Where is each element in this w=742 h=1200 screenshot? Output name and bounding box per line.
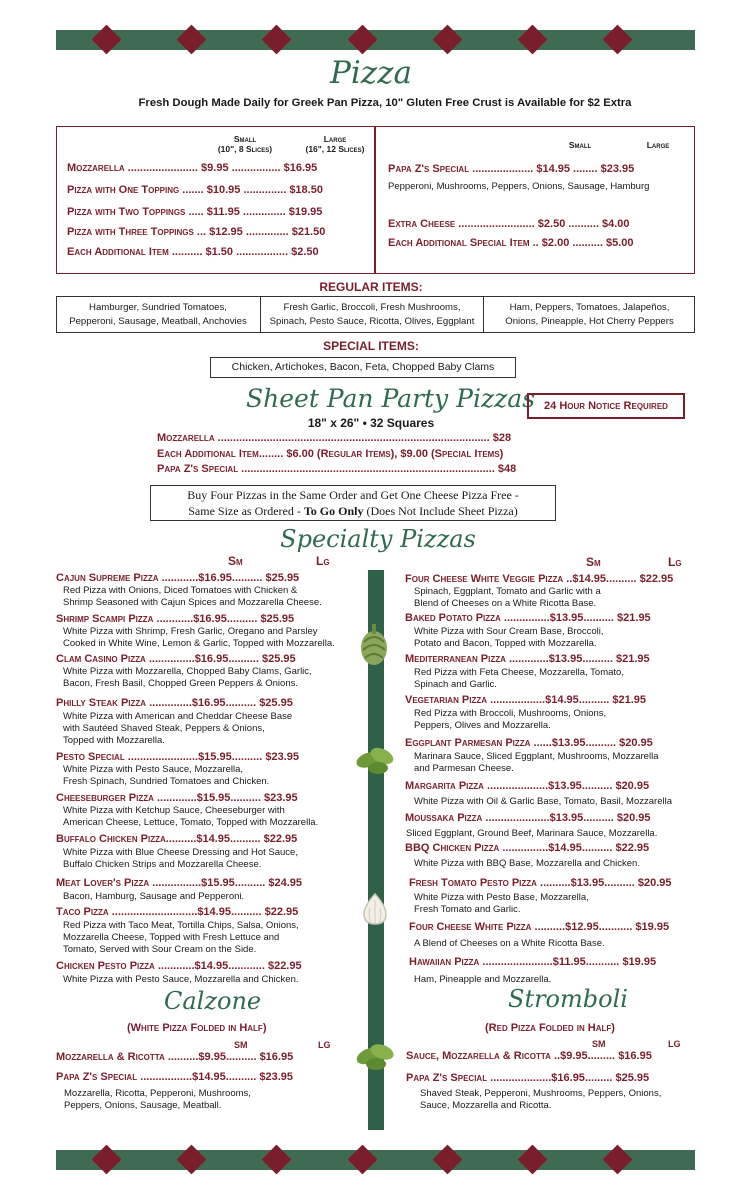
spec-left-col-sm: Sm <box>228 554 243 568</box>
papaz-special-desc: Pepperoni, Mushrooms, Peppers, Onions, Sausage, Hamburg <box>388 181 650 192</box>
menu-item-desc: White Pizza with BBQ Base, Mozzarella and Chicken. <box>414 858 640 869</box>
menu-item-desc: Sliced Eggplant, Ground Beef, Marinara Sauce, Mozzarella. <box>406 828 658 839</box>
price-row-papaz-special: Papa Z's Special .................... $14.95 ........ $23.95 <box>388 163 635 175</box>
menu-item-desc: White Pizza with Pesto Sauce, Mozzarella, Fresh Spinach, Sundried Tomatoes and Chicken. <box>63 764 270 787</box>
basil-leaf-icon <box>354 1036 396 1074</box>
menu-item-desc: White Pizza with Sour Cream Base, Broccoli, Potato and Bacon, Topped with Mozzarella. <box>414 626 604 649</box>
price-row-additional-item: Each Additional Item .......... $1.50 ................. $2.50 <box>67 246 319 258</box>
col-header-large-right: Large <box>646 140 670 150</box>
menu-item-desc: Red Pizza with Taco Meat, Tortilla Chips, Salsa, Onions, Mozzarella Cheese, Topped with Fresh Lettuce and Tomato, Served with Sour Cream on the Side. <box>63 920 299 955</box>
stromboli-col-lg: LG <box>668 1039 681 1049</box>
menu-item-desc: Red Pizza with Broccoli, Mushrooms, Onions, Peppers, Olives and Mozzarella. <box>414 708 607 731</box>
page-subtitle: Fresh Dough Made Daily for Greek Pan Pizza, 10" Gluten Free Crust is Available for $2 Extra <box>138 97 632 109</box>
promo-box: Buy Four Pizzas in the Same Order and Get One Cheese Pizza Free - Same Size as Ordered - To Go Only (Does Not Include Sheet Pizza) <box>150 485 556 521</box>
menu-item: Meat Lover's Pizza ................$15.95.......... $24.95 <box>56 877 303 889</box>
special-items-heading: SPECIAL ITEMS: <box>323 339 419 353</box>
calzone-title: Calzone <box>164 987 262 1015</box>
regular-items-col3: Ham, Peppers, Tomatoes, Jalapeños, Onions, Pineapple, Hot Cherry Peppers <box>505 302 674 327</box>
stromboli-item: Sauce, Mozzarella & Ricotta ..$9.95......... $16.95 <box>406 1050 652 1062</box>
menu-item-desc: White Pizza with Mozzarella, Chopped Baby Clams, Garlic, Bacon, Fresh Basil, Chopped Green Peppers & Onions. <box>63 666 312 689</box>
menu-item-desc: White Pizza with Oil & Garlic Base, Tomato, Basil, Mozzarella <box>414 796 672 807</box>
menu-item-desc: White Pizza with Pesto Base, Mozzarella, Fresh Tomato and Garlic. <box>414 892 589 915</box>
sheet-row-papaz: Papa Z's Special ................................................................................... $48 <box>157 463 517 475</box>
menu-item: Buffalo Chicken Pizza..........$14.95.......... $22.95 <box>56 833 298 845</box>
menu-item: Cheeseburger Pizza .............$15.95.......... $23.95 <box>56 792 298 804</box>
menu-item-desc: White Pizza with Pesto Sauce, Mozzarella and Chicken. <box>63 974 299 985</box>
calzone-item: Mozzarella & Ricotta ..........$9.95.......... $16.95 <box>56 1051 294 1063</box>
menu-item-desc: White Pizza with American and Cheddar Cheese Base with Sautéed Shaved Steak, Peppers & Onions, Topped with Mozzarella. <box>63 711 293 746</box>
menu-item-desc: Bacon, Hamburg, Sausage and Pepperoni. <box>63 891 245 902</box>
calzone-subtitle: (White Pizza Folded in Half) <box>127 1022 267 1034</box>
regular-items-heading: REGULAR ITEMS: <box>319 280 423 294</box>
special-items-box: Chicken, Artichokes, Bacon, Feta, Chopped Baby Clams <box>210 357 516 378</box>
artichoke-icon <box>356 622 392 670</box>
col-header-small-right: Small <box>568 140 592 150</box>
menu-item: Mediterranean Pizza .............$13.95.......... $21.95 <box>405 653 650 665</box>
menu-item-desc: Red Pizza with Onions, Diced Tomatoes with Chicken & Shrimp Seasoned with Cajun Spices and Mozzarella Cheese. <box>63 585 322 608</box>
stromboli-item-desc: Shaved Steak, Pepperoni, Mushrooms, Peppers, Onions, Sauce, Mozzarella and Ricotta. <box>420 1088 662 1111</box>
price-row-additional-special: Each Additional Special Item .. $2.00 .......... $5.00 <box>388 237 634 249</box>
menu-item: BBQ Chicken Pizza ...............$14.95.......... $22.95 <box>405 842 650 854</box>
menu-item-desc: A Blend of Cheeses on a White Ricotta Base. <box>414 938 605 949</box>
spec-left-col-lg: Lg <box>316 554 330 568</box>
menu-item-desc: Red Pizza with Feta Cheese, Mozzarella, Tomato, Spinach and Garlic. <box>414 667 624 690</box>
menu-item-desc: White Pizza with Blue Cheese Dressing and Hot Sauce, Buffalo Chicken Strips and Mozzarella Cheese. <box>63 847 298 870</box>
menu-item: Philly Steak Pizza ..............$16.95.......... $25.95 <box>56 697 293 709</box>
spec-right-col-lg: Lg <box>668 555 682 569</box>
spec-right-col-sm: Sm <box>586 555 601 569</box>
price-row-two-toppings: Pizza with Two Toppings ..... $11.95 .............. $19.95 <box>67 206 323 218</box>
calzone-item-desc: Mozzarella, Ricotta, Pepperoni, Mushrooms, Peppers, Onions, Sausage, Meatball. <box>64 1088 251 1111</box>
regular-items-col1: Hamburger, Sundried Tomatoes, Pepperoni, Sausage, Meatball, Anchovies <box>69 302 247 327</box>
menu-item: Hawaiian Pizza .......................$11.95........... $19.95 <box>409 956 657 968</box>
menu-item: Clam Casino Pizza ...............$16.95.......... $25.95 <box>56 653 296 665</box>
stromboli-subtitle: (Red Pizza Folded in Half) <box>485 1022 615 1034</box>
menu-item: Margarita Pizza ....................$13.95.......... $20.95 <box>405 780 650 792</box>
menu-item: Pesto Special .......................$15.95.......... $23.95 <box>56 751 299 763</box>
menu-item: Cajun Supreme Pizza ............$16.95.......... $25.95 <box>56 572 300 584</box>
col-header-small: Small (10", 8 Slices) <box>217 134 273 154</box>
price-row-three-toppings: Pizza with Three Toppings ... $12.95 .............. $21.50 <box>67 226 326 238</box>
regular-items-col2: Fresh Garlic, Broccoli, Fresh Mushrooms, Spinach, Pesto Sauce, Ricotta, Olives, Eggplant <box>269 302 475 327</box>
notice-badge: 24 Hour Notice Required <box>527 393 685 419</box>
menu-item: Vegetarian Pizza ..................$14.95.......... $21.95 <box>405 694 647 706</box>
sheet-row-additional: Each Additional Item........ $6.00 (Regular Items), $9.00 (Special Items) <box>157 448 504 460</box>
menu-item: Chicken Pesto Pizza ............$14.95............ $22.95 <box>56 960 302 972</box>
sheet-pan-size: 18" x 26" • 32 Squares <box>307 416 435 430</box>
menu-item: Eggplant Parmesan Pizza ......$13.95.......... $20.95 <box>405 737 653 749</box>
price-row-one-topping: Pizza with One Topping ....... $10.95 .............. $18.50 <box>67 184 323 196</box>
menu-item-desc: White Pizza with Shrimp, Fresh Garlic, Oregano and Parsley Cooked in White Wine, Lemon & Garlic, Topped with Mozzarella. <box>63 626 335 649</box>
garlic-icon <box>358 890 392 928</box>
calzone-item: Papa Z's Special .................$14.95.......... $23.95 <box>56 1071 294 1083</box>
calzone-col-lg: LG <box>318 1040 331 1050</box>
menu-item: Four Cheese White Veggie Pizza ..$14.95.......... $22.95 <box>405 573 674 585</box>
sheet-pan-title: Sheet Pan Party Pizzas <box>246 384 536 413</box>
sheet-row-mozzarella: Mozzarella ......................................................................................... $28 <box>157 432 512 444</box>
menu-item-desc: Ham, Pineapple and Mozzarella. <box>414 974 552 985</box>
stromboli-item: Papa Z's Special ....................$16.95......... $25.95 <box>406 1072 650 1084</box>
menu-item-desc: White Pizza with Ketchup Sauce, Cheeseburger with American Cheese, Lettuce, Tomato, Topped with Mozzarella. <box>63 805 319 828</box>
calzone-col-sm: SM <box>234 1040 248 1050</box>
menu-item: Fresh Tomato Pesto Pizza ..........$13.95.......... $20.95 <box>409 877 672 889</box>
col-header-large: Large (16", 12 Slices) <box>305 134 365 154</box>
price-row-extra-cheese: Extra Cheese ......................... $2.50 .......... $4.00 <box>388 218 630 230</box>
basil-leaf-icon <box>354 742 396 778</box>
stromboli-title: Stromboli <box>508 985 628 1013</box>
menu-item: Taco Pizza ............................$14.95.......... $22.95 <box>56 906 299 918</box>
stromboli-col-sm: SM <box>592 1039 606 1049</box>
menu-item: Moussaka Pizza .....................$13.95.......... $20.95 <box>405 812 651 824</box>
specialty-title: Specialty Pizzas <box>280 525 476 553</box>
menu-item-desc: Spinach, Eggplant, Tomato and Garlic with a Blend of Cheeses on a White Ricotta Base. <box>414 586 601 609</box>
menu-item: Baked Potato Pizza ...............$13.95.......... $21.95 <box>405 612 651 624</box>
price-row-mozzarella: Mozzarella ....................... $9.95 ................ $16.95 <box>67 162 318 174</box>
menu-item: Four Cheese White Pizza ..........$12.95........... $19.95 <box>409 921 670 933</box>
menu-item-desc: Marinara Sauce, Sliced Eggplant, Mushrooms, Mozzarella and Parmesan Cheese. <box>414 751 659 774</box>
menu-item: Shrimp Scampi Pizza ............$16.95.......... $25.95 <box>56 613 295 625</box>
page-title: Pizza <box>330 55 412 91</box>
